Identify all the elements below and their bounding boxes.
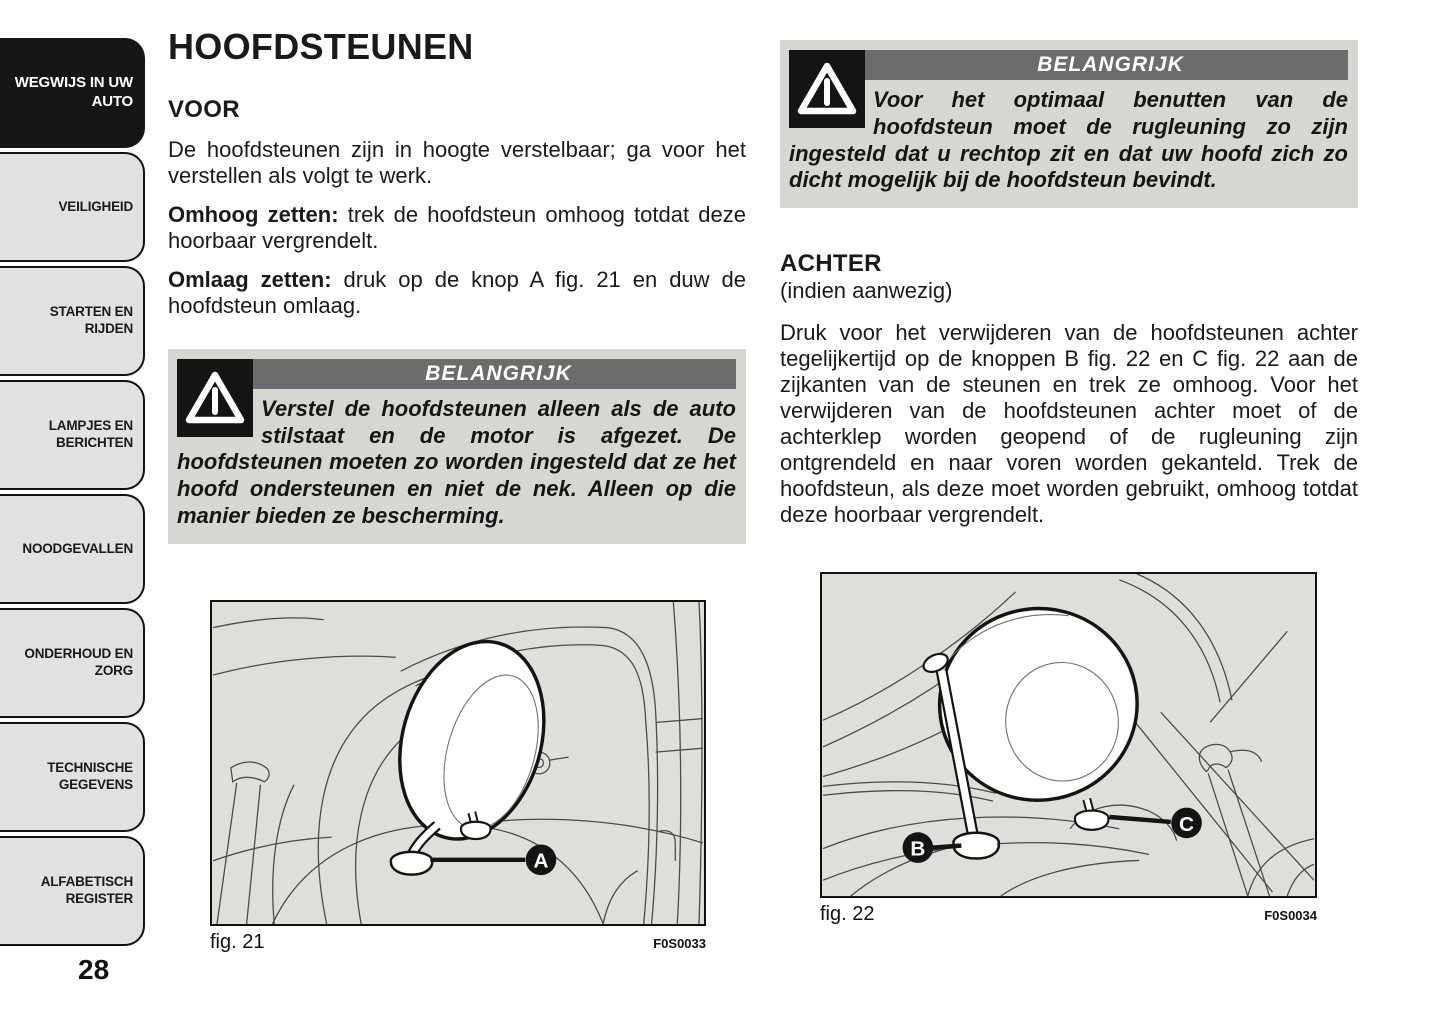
sidebar-item-noodgevallen[interactable] xyxy=(0,494,145,604)
paragraph xyxy=(168,202,746,254)
section-heading-achter: ACHTER xyxy=(780,250,882,278)
sidebar-item-lampjes-en-berichten[interactable] xyxy=(0,380,145,490)
warning-triangle-icon xyxy=(789,50,865,128)
figure-21 xyxy=(210,600,706,954)
callout-a-label: A xyxy=(533,849,549,873)
paragraph-rest: trek de hoofdsteun omhoog totdat deze hoorbaar vergrendelt. xyxy=(168,201,746,253)
figure-21-frame xyxy=(210,600,706,926)
figure-22-caption: fig. 22 xyxy=(820,902,875,925)
warning-box-right xyxy=(780,40,1358,208)
warning-box-left xyxy=(168,349,746,544)
figure-22 xyxy=(820,572,1317,926)
sidebar-item-label: TECHNISCHE GEGEVENS xyxy=(47,760,133,792)
sidebar-item-label: STARTEN EN RIJDEN xyxy=(49,304,133,336)
paragraph-lead: Omlaag zetten: xyxy=(168,266,332,292)
callout-c-label: C xyxy=(1179,812,1195,836)
page-title: HOOFDSTEUNEN xyxy=(168,26,474,67)
paragraph: Druk voor het verwijderen van de hoofdsteunen achter tegelijkertijd op de knoppen B fig. 22 en C fig. 22 aan de zijkanten van de steunen en trek ze omhoog. Voor het verwijderen van de hoofdsteunen achter moet of de achterklep worden geopend of de rugleuning zijn ontgrendeld en naar voren worden gekanteld. Trek de hoofdsteun, als deze moet worden gebruikt, omhoog totdat deze hoorbaar vergrendelt. xyxy=(780,320,1358,527)
section-heading-voor: VOOR xyxy=(168,96,240,123)
left-column xyxy=(168,0,746,954)
right-column xyxy=(780,0,1358,954)
sidebar-item-onderhoud-en-zorg[interactable] xyxy=(0,608,145,718)
sidebar xyxy=(0,38,145,986)
sidebar-item-label: WEGWIJS IN UW AUTO xyxy=(14,74,133,110)
sidebar-item-label: ALFABETISCH REGISTER xyxy=(40,874,133,906)
sidebar-item-alfabetisch-register[interactable] xyxy=(0,836,145,946)
callout-b-label: B xyxy=(910,837,926,861)
section-subheading: (indien aanwezig) xyxy=(780,278,953,304)
page-number: 28 xyxy=(78,954,110,985)
warning-text: Voor het optimaal benutten van de hoofdsteun moet de rugleuning zo zijn ingesteld dat u rechtop zit en dat uw hoofd zich zo dicht mogelijk bij de hoofdsteun bevindt. xyxy=(789,87,1348,193)
figure-21-caption-row xyxy=(210,931,706,954)
main-content xyxy=(168,0,1358,954)
sidebar-item-label: ONDERHOUD EN ZORG xyxy=(24,646,133,678)
warning-header: BELANGRIJK xyxy=(789,50,1348,80)
warning-text: Verstel de hoofdsteunen alleen als de auto stilstaat en de motor is afgezet. De hoofdsteunen moeten zo worden ingesteld dat ze het hoofd ondersteunen en niet de nek. Alleen op die manier bieden ze bescherming. xyxy=(177,395,736,529)
figure-22-code: F0S0034 xyxy=(1264,907,1317,923)
sidebar-item-label: LAMPJES EN BERICHTEN xyxy=(48,418,133,450)
fig22-illustration xyxy=(822,574,1315,896)
warning-triangle-icon xyxy=(177,359,253,437)
figure-21-code: F0S0033 xyxy=(653,935,706,951)
sidebar-item-wegwijs-in-uw-auto[interactable] xyxy=(0,38,145,148)
figure-22-caption-row xyxy=(820,903,1317,926)
sidebar-item-starten-en-rijden[interactable] xyxy=(0,266,145,376)
paragraph-lead: Omhoog zetten: xyxy=(168,201,339,227)
sidebar-item-veiligheid[interactable] xyxy=(0,152,145,262)
warning-header: BELANGRIJK xyxy=(177,359,736,389)
sidebar-item-technische-gegevens[interactable] xyxy=(0,722,145,832)
paragraph xyxy=(168,267,746,319)
sidebar-item-label: VEILIGHEID xyxy=(58,198,133,214)
paragraph: De hoofdsteunen zijn in hoogte verstelbaar; ga voor het verstellen als volgt te werk. xyxy=(168,137,746,188)
fig21-illustration xyxy=(212,602,704,924)
paragraph-rest: druk op de knop A fig. 21 en duw de hoofdsteun omlaag. xyxy=(168,266,746,318)
figure-21-caption: fig. 21 xyxy=(210,930,265,953)
figure-22-frame xyxy=(820,572,1317,898)
sidebar-item-label: NOODGEVALLEN xyxy=(22,540,133,556)
